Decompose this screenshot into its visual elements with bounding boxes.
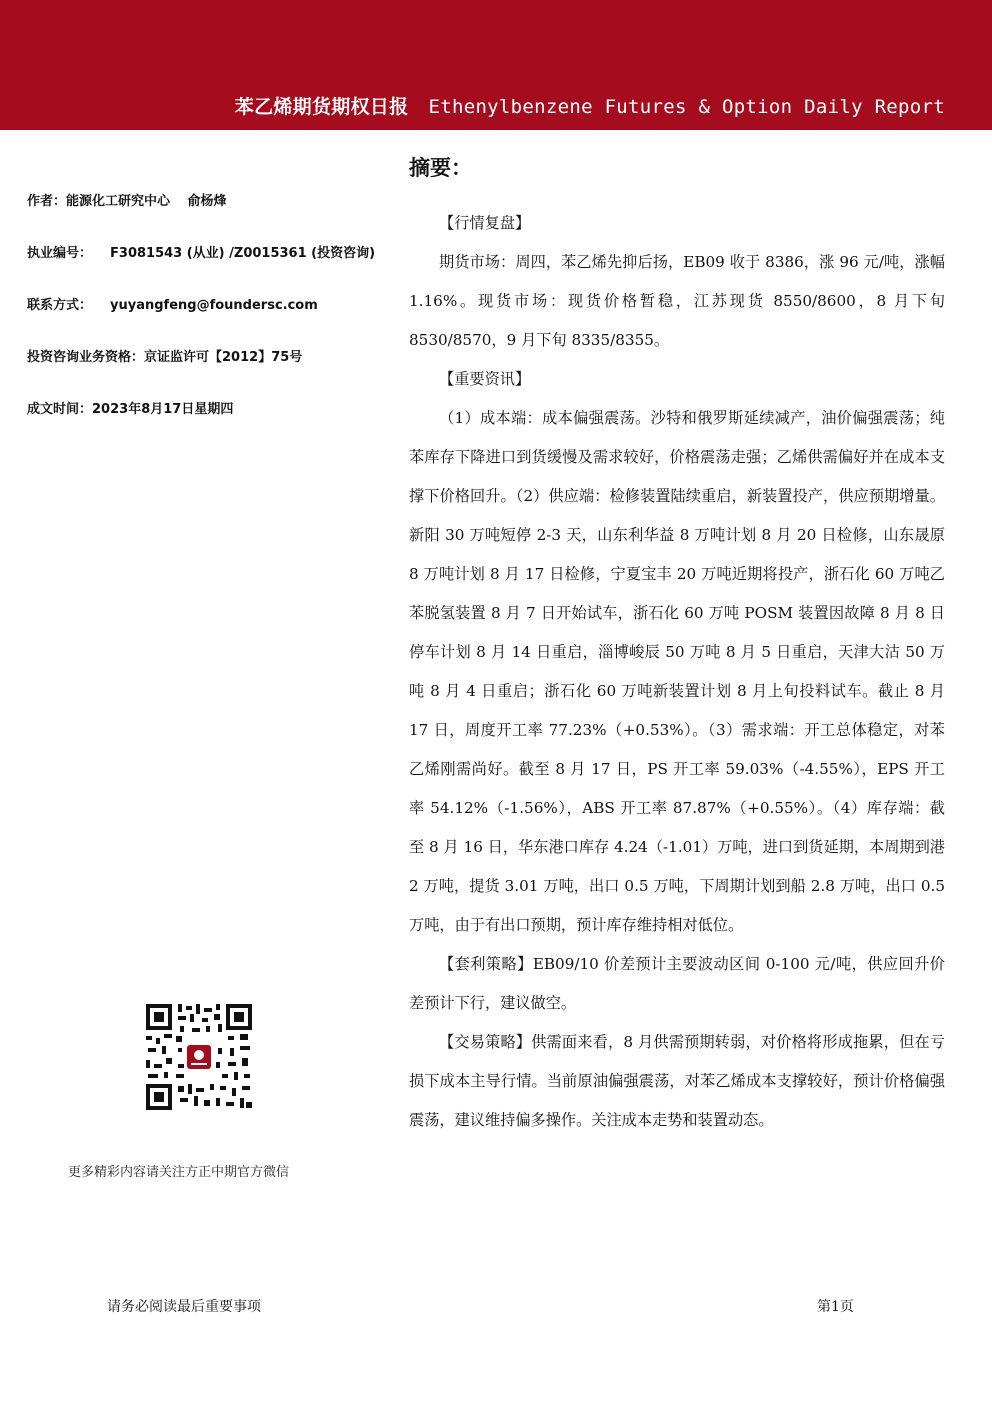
report-title-cn: 苯乙烯期货期权日报 [234, 96, 409, 118]
market-review-paragraph: 期货市场：周四，苯乙烯先抑后扬，EB09 收于 8386，涨 96 元/吨，涨幅 1.16%。现货市场：现货价格暂稳，江苏现货 8550/8600，8 月下旬 8530/8570，9 月下旬 8335/8355。 [409, 253, 945, 349]
qr-caption: 更多精彩内容请关注方正中期官方微信 [68, 1165, 290, 1180]
arbitrage-strategy-text: EB09/10 价差预计主要波动区间 0-100 元/吨，供应回升价差预计下行，建议做空。 [409, 955, 945, 1012]
key-news-heading: 【重要资讯】 [439, 370, 531, 388]
contact-value[interactable]: yuyangfeng@foundersc.com [110, 298, 318, 313]
trading-strategy-heading: 【交易策略】 [439, 1033, 532, 1051]
qualification-value: 京证监许可【2012】75号 [144, 350, 303, 365]
market-review-heading: 【行情复盘】 [439, 214, 531, 232]
arbitrage-strategy-paragraph [409, 945, 945, 1023]
page-number: 第1页 [817, 1299, 854, 1315]
wechat-qr-code[interactable] [144, 1002, 254, 1112]
trading-strategy-paragraph [409, 1023, 945, 1140]
footer-notice: 请务必阅读最后重要事项 [107, 1299, 261, 1315]
contact-line [27, 294, 318, 313]
author-value: 能源化工研究中心 俞杨烽 [66, 194, 227, 209]
author-label: 作者： [27, 194, 67, 209]
license-line [27, 242, 375, 261]
qualification-label: 投资咨询业务资格： [27, 350, 145, 365]
license-label: 执业编号： [27, 246, 93, 261]
author-line [27, 190, 227, 209]
report-header-banner [0, 0, 992, 130]
qualification-line [27, 346, 302, 365]
summary-section [409, 152, 945, 1140]
license-value: F3081543 (从业) /Z0015361 (投资咨询) [110, 246, 376, 261]
summary-title: 摘要： [409, 156, 472, 180]
contact-label: 联系方式： [27, 298, 93, 313]
arbitrage-strategy-heading: 【套利策略】 [439, 955, 533, 973]
date-value: 2023年8月17日星期四 [92, 402, 234, 417]
trading-strategy-text: 供需面来看，8 月供需预期转弱，对价格将形成拖累，但在亏损下成本主导行情。当前原油偏强震荡，对苯乙烯成本支撑较好，预计价格偏强震荡，建议维持偏多操作。关注成本走势和装置动态。 [409, 1033, 945, 1129]
date-line [27, 398, 233, 417]
key-news-paragraph: （1）成本端：成本偏强震荡。沙特和俄罗斯延续减产，油价偏强震荡；纯苯库存下降进口到货缓慢及需求较好，价格震荡走强；乙烯供需偏好并在成本支撑下价格回升。（2）供应端：检修装置陆续重启，新装置投产，供应预期增量。新阳 30 万吨短停 2-3 天，山东利华益 8 万吨计划 8 月 20 日检修，山东晟原 8 万吨计划 8 月 17 日检修，宁夏宝丰 20 万吨近期将投产，浙石化 60 万吨乙苯脱氢装置 8 月 7 日开始试车，浙石化 60 万吨 POSM 装置因故障 8 月 8 日停车计划 8 月 14 日重启，淄博峻辰 50 万吨 8 月 5 日重启，天津大沽 50 万吨 8 月 4 日重启；浙石化 60 万吨新装置计划 8 月上旬投料试车。截止 8 月 17 日，周度开工率 77.23%（+0.53%）。（3）需求端：开工总体稳定，对苯乙烯刚需尚好。截至 8 月 17 日，PS 开工率 59.03%（-4.55%），EPS 开工率 54.12%（-1.56%），ABS 开工率 87.87%（+0.55%）。（4）库存端：截至 8 月 16 日，华东港口库存 4.24（-1.01）万吨，进口到货延期，本周期到港 2 万吨，提货 3.01 万吨，出口 0.5 万吨，下周期计划到船 2.8 万吨，出口 0.5 万吨，由于有出口预期，预计库存维持相对低位。 [409, 409, 945, 934]
report-title [235, 92, 945, 119]
date-label: 成文时间： [27, 402, 93, 417]
qr-code-graphic [144, 1002, 254, 1112]
report-title-en: Ethenylbenzene Futures & Option Daily Report [428, 96, 945, 118]
